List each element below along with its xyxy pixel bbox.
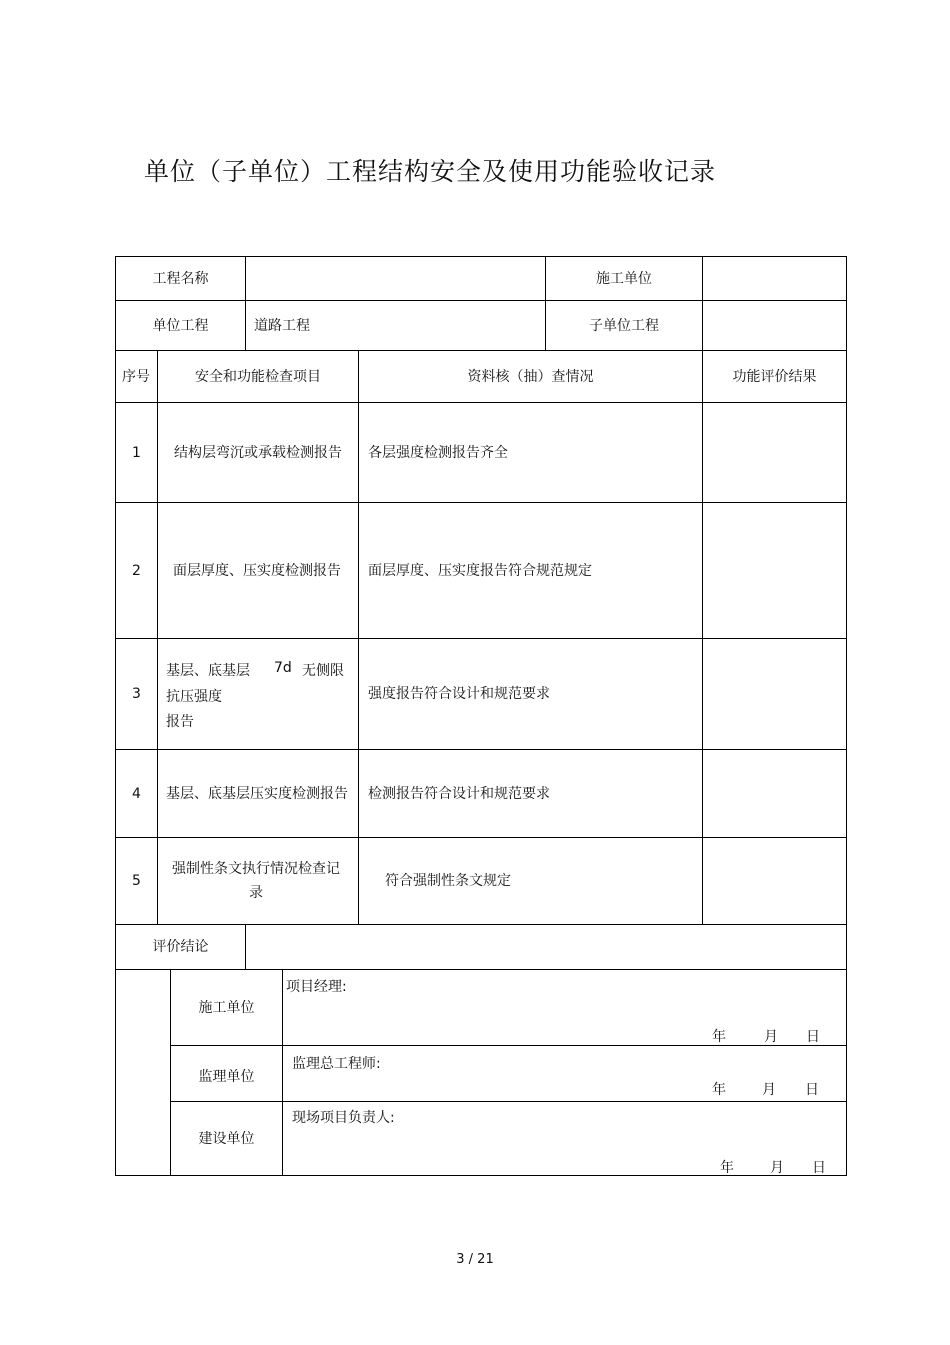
construction-unit-value[interactable] (710, 257, 845, 300)
signoff-unit: 监理单位 (198, 1069, 255, 1085)
signoff-day: 日 (806, 1029, 820, 1045)
column-header-result: 功能评价结果 (732, 368, 817, 385)
sub-unit-project-value[interactable] (710, 301, 845, 350)
row-result[interactable] (703, 503, 846, 638)
signoff-role: 现场项目负责人: (292, 1110, 395, 1126)
row-check: 符合强制性条文规定 (385, 873, 511, 889)
sub-unit-project-label: 子单位工程 (589, 317, 659, 334)
signoff-unit: 建设单位 (198, 1130, 255, 1147)
row-result[interactable] (703, 750, 846, 837)
column-header-item: 安全和功能检查项目 (195, 368, 321, 385)
row-number: 1 (132, 444, 141, 461)
row-number: 2 (132, 562, 141, 579)
row-number: 3 (132, 686, 141, 702)
column-header-check: 资料核（抽）查情况 (467, 368, 594, 385)
project-name-label: 工程名称 (152, 270, 209, 287)
row-check: 强度报告符合设计和规范要求 (368, 686, 550, 702)
signoff-year: 年 (720, 1160, 734, 1176)
signoff-month: 月 (762, 1082, 776, 1098)
row-result[interactable] (703, 403, 846, 502)
column-header-seq: 序号 (122, 368, 150, 385)
signoff-role: 项目经理: (286, 979, 347, 995)
row-item: 面层厚度、压实度检测报告 (173, 562, 341, 579)
signoff-unit: 施工单位 (198, 999, 255, 1016)
row-item: 结构层弯沉或承载检测报告 (174, 444, 342, 461)
unit-project-value[interactable]: 道路工程 (254, 317, 310, 334)
row-item: 基层、底基层压实度检测报告 (166, 785, 348, 802)
row-item: 强制性条文执行情况检查记录 (172, 861, 340, 901)
row-check: 面层厚度、压实度报告符合规范规定 (368, 562, 592, 579)
signoff-day: 日 (812, 1160, 826, 1176)
project-name-value[interactable] (254, 257, 544, 300)
row-number: 4 (132, 785, 141, 802)
row-check: 各层强度检测报告齐全 (368, 444, 508, 461)
row-check: 检测报告符合设计和规范要求 (368, 785, 550, 802)
signoff-role: 监理总工程师: (292, 1056, 381, 1072)
signoff-year: 年 (712, 1029, 726, 1045)
unit-project-label: 单位工程 (152, 317, 209, 334)
row-number: 5 (132, 873, 141, 889)
conclusion-value[interactable] (254, 925, 844, 969)
signoff-month: 月 (764, 1029, 778, 1045)
signoff-day: 日 (805, 1082, 819, 1098)
document-title: 单位（子单位）工程结构安全及使用功能验收记录 (144, 157, 717, 186)
row-result[interactable] (703, 639, 846, 749)
conclusion-label: 评价结论 (152, 939, 209, 955)
signoff-year: 年 (712, 1082, 726, 1098)
page-number: 3 / 21 (456, 1252, 494, 1267)
row-result[interactable] (703, 838, 846, 924)
signoff-month: 月 (770, 1160, 784, 1176)
construction-unit-label: 施工单位 (596, 270, 652, 287)
